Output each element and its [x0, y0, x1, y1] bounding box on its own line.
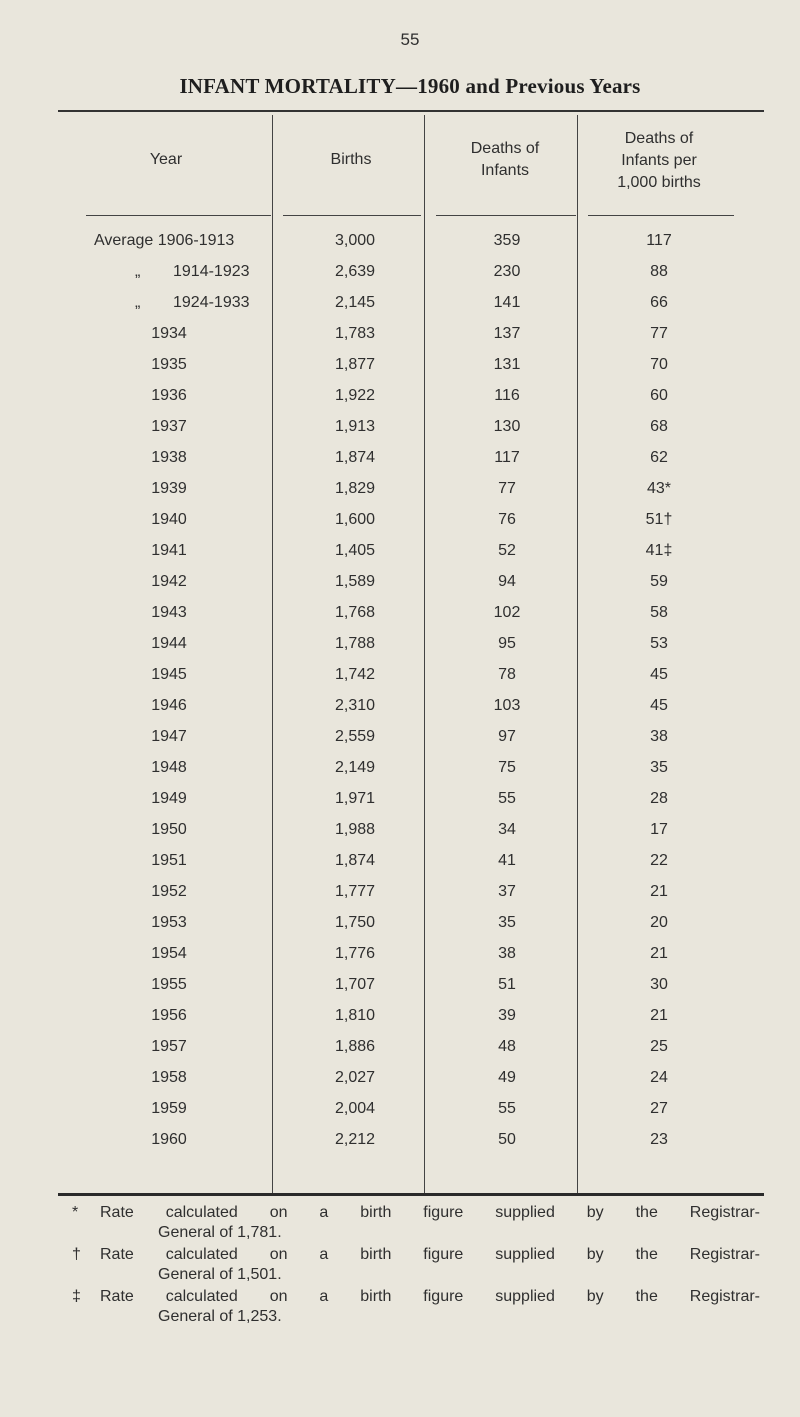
rate-cell: 22 — [650, 852, 668, 869]
births-cell: 1,783 — [334, 325, 376, 342]
footnote — [58, 1287, 758, 1327]
header-rule — [86, 215, 271, 216]
year-cell: 1942 — [151, 573, 187, 590]
births-cell: 1,788 — [334, 635, 376, 652]
table-row — [0, 232, 800, 262]
year-cell: 1946 — [151, 697, 187, 714]
table-row — [0, 697, 800, 727]
births-cell: 1,988 — [334, 821, 376, 838]
header-line: Deaths of — [624, 130, 694, 147]
births-cell: 2,212 — [334, 1131, 376, 1148]
table-row — [0, 914, 800, 944]
deaths-cell: 117 — [494, 449, 520, 466]
table-row — [0, 790, 800, 820]
year-cell: 1940 — [151, 511, 187, 528]
births-cell: 1,777 — [334, 883, 376, 900]
births-cell: 1,810 — [334, 1007, 376, 1024]
rate-cell: 62 — [650, 449, 668, 466]
year-cell: „ 1924-1933 — [135, 294, 250, 311]
table-row — [0, 356, 800, 386]
deaths-cell: 39 — [498, 1007, 516, 1024]
rate-cell: 21 — [650, 1007, 668, 1024]
rate-cell: 45 — [650, 666, 668, 683]
table-row — [0, 449, 800, 479]
header-line: Infants — [480, 162, 530, 179]
table-row — [0, 511, 800, 541]
table-row — [0, 666, 800, 696]
rate-cell: 23 — [650, 1131, 668, 1148]
rate-cell: 38 — [650, 728, 668, 745]
deaths-cell: 94 — [498, 573, 516, 590]
births-cell: 1,776 — [334, 945, 376, 962]
rate-cell: 28 — [650, 790, 668, 807]
table-row — [0, 883, 800, 913]
year-cell: 1936 — [151, 387, 187, 404]
year-cell: 1950 — [151, 821, 187, 838]
rate-cell: 45 — [650, 697, 668, 714]
table-row — [0, 821, 800, 851]
deaths-cell: 77 — [498, 480, 516, 497]
year-cell: 1941 — [151, 542, 187, 559]
footnote-symbol: * — [72, 1204, 79, 1221]
header-line: Deaths of — [470, 140, 540, 157]
deaths-cell: 116 — [494, 387, 520, 404]
deaths-cell: 52 — [498, 542, 516, 559]
births-cell: 1,829 — [334, 480, 376, 497]
table-row — [0, 1131, 800, 1161]
footnote-text: Rate calculated on a birth figure supplied by the Registrar- — [100, 1246, 760, 1263]
footnote-text: General of 1,501. — [158, 1266, 282, 1283]
rate-cell: 66 — [650, 294, 668, 311]
births-cell: 2,004 — [334, 1100, 376, 1117]
footnote-text: General of 1,781. — [158, 1224, 282, 1241]
table-row — [0, 635, 800, 665]
table-row — [0, 387, 800, 417]
table-row — [0, 325, 800, 355]
table-row — [0, 852, 800, 882]
table-row — [0, 263, 800, 293]
births-cell: 1,742 — [334, 666, 376, 683]
deaths-cell: 230 — [493, 263, 521, 280]
year-cell: 1947 — [151, 728, 187, 745]
table-row — [0, 1007, 800, 1037]
year-cell: 1949 — [151, 790, 187, 807]
title-rule — [58, 110, 764, 112]
rate-cell: 60 — [650, 387, 668, 404]
footnote-symbol: ‡ — [72, 1288, 81, 1305]
rate-cell: 20 — [650, 914, 668, 931]
births-cell: 3,000 — [334, 232, 376, 249]
births-cell: 1,600 — [334, 511, 376, 528]
rate-cell: 70 — [650, 356, 668, 373]
year-cell: Average 1906-1913 — [94, 232, 235, 249]
rate-cell: 51† — [645, 511, 673, 528]
footnote — [58, 1245, 758, 1285]
births-cell: 1,874 — [334, 852, 376, 869]
table-row — [0, 1069, 800, 1099]
rate-cell: 30 — [650, 976, 668, 993]
deaths-cell: 51 — [498, 976, 516, 993]
year-cell: 1955 — [151, 976, 187, 993]
births-cell: 1,768 — [334, 604, 376, 621]
footnote-text: General of 1,253. — [158, 1308, 282, 1325]
column-header-births: Births — [330, 151, 372, 168]
table-row — [0, 1038, 800, 1068]
table-row — [0, 573, 800, 603]
rate-cell: 24 — [650, 1069, 668, 1086]
rate-cell: 117 — [646, 232, 672, 249]
year-cell: 1956 — [151, 1007, 187, 1024]
year-cell: 1952 — [151, 883, 187, 900]
column-header-rate — [584, 128, 734, 194]
year-cell: 1957 — [151, 1038, 187, 1055]
rate-cell: 25 — [650, 1038, 668, 1055]
births-cell: 2,639 — [334, 263, 376, 280]
table-row — [0, 1100, 800, 1130]
year-cell: 1960 — [151, 1131, 187, 1148]
year-cell: 1954 — [151, 945, 187, 962]
rate-cell: 35 — [650, 759, 668, 776]
year-cell: 1934 — [151, 325, 187, 342]
deaths-cell: 34 — [498, 821, 516, 838]
year-cell: 1948 — [151, 759, 187, 776]
table-row — [0, 418, 800, 448]
year-cell: 1935 — [151, 356, 187, 373]
rate-cell: 77 — [650, 325, 668, 342]
header-rule — [588, 215, 734, 216]
deaths-cell: 38 — [498, 945, 516, 962]
births-cell: 1,886 — [334, 1038, 376, 1055]
births-cell: 2,145 — [334, 294, 376, 311]
header-rule — [283, 215, 421, 216]
births-cell: 1,922 — [334, 387, 376, 404]
births-cell: 2,559 — [334, 728, 376, 745]
table-row — [0, 759, 800, 789]
deaths-cell: 102 — [493, 604, 521, 621]
births-cell: 1,589 — [334, 573, 376, 590]
year-cell: 1937 — [151, 418, 187, 435]
table-row — [0, 294, 800, 324]
table-row — [0, 604, 800, 634]
rate-cell: 53 — [650, 635, 668, 652]
rate-cell: 68 — [650, 418, 668, 435]
deaths-cell: 141 — [493, 294, 521, 311]
rate-cell: 27 — [650, 1100, 668, 1117]
births-cell: 1,877 — [334, 356, 376, 373]
births-cell: 1,913 — [334, 418, 376, 435]
table-row — [0, 1164, 800, 1194]
births-cell: 1,405 — [334, 542, 376, 559]
year-cell: 1938 — [151, 449, 187, 466]
rate-cell: 88 — [650, 263, 668, 280]
table-row — [0, 542, 800, 572]
year-cell: 1958 — [151, 1069, 187, 1086]
rate-cell: 43* — [646, 480, 672, 497]
deaths-cell: 37 — [498, 883, 516, 900]
table-row — [0, 945, 800, 975]
deaths-cell: 137 — [493, 325, 521, 342]
births-cell: 2,310 — [334, 697, 376, 714]
deaths-cell: 97 — [498, 728, 516, 745]
deaths-cell: 95 — [498, 635, 516, 652]
rate-cell: 58 — [650, 604, 668, 621]
deaths-cell: 55 — [498, 790, 516, 807]
year-cell: „ 1914-1923 — [135, 263, 250, 280]
year-cell: 1943 — [151, 604, 187, 621]
deaths-cell: 75 — [498, 759, 516, 776]
deaths-cell: 130 — [493, 418, 521, 435]
column-header-deaths — [430, 138, 580, 182]
column-header-year: Year — [149, 151, 183, 168]
footnote-symbol: † — [72, 1246, 81, 1263]
page-title: INFANT MORTALITY—1960 and Previous Years — [179, 74, 641, 98]
deaths-cell: 48 — [498, 1038, 516, 1055]
year-cell: 1953 — [151, 914, 187, 931]
rate-cell: 21 — [650, 883, 668, 900]
births-cell: 1,874 — [334, 449, 376, 466]
header-line: 1,000 births — [617, 174, 701, 191]
rate-cell: 17 — [650, 821, 668, 838]
table-bottom-rule — [58, 1193, 764, 1196]
rate-cell: 59 — [650, 573, 668, 590]
deaths-cell: 359 — [493, 232, 521, 249]
year-cell: 1959 — [151, 1100, 187, 1117]
deaths-cell: 103 — [493, 697, 521, 714]
table-row — [0, 976, 800, 1006]
deaths-cell: 50 — [498, 1131, 516, 1148]
deaths-cell: 35 — [498, 914, 516, 931]
header-rule — [436, 215, 576, 216]
deaths-cell: 41 — [498, 852, 516, 869]
page-number: 55 — [400, 30, 420, 49]
births-cell: 1,971 — [334, 790, 376, 807]
footnote — [58, 1203, 758, 1243]
footnote-text: Rate calculated on a birth figure supplied by the Registrar- — [100, 1204, 760, 1221]
year-cell: 1951 — [151, 852, 187, 869]
deaths-cell: 49 — [498, 1069, 516, 1086]
header-line: Infants per — [621, 152, 697, 169]
year-cell: 1944 — [151, 635, 187, 652]
births-cell: 1,707 — [334, 976, 376, 993]
table-row — [0, 728, 800, 758]
deaths-cell: 78 — [498, 666, 516, 683]
year-cell: 1945 — [151, 666, 187, 683]
rate-cell: 41‡ — [645, 542, 673, 559]
footnote-text: Rate calculated on a birth figure supplied by the Registrar- — [100, 1288, 760, 1305]
deaths-cell: 76 — [498, 511, 516, 528]
deaths-cell: 55 — [498, 1100, 516, 1117]
year-cell: 1939 — [151, 480, 187, 497]
table-row — [0, 480, 800, 510]
deaths-cell: 131 — [493, 356, 521, 373]
rate-cell: 21 — [650, 945, 668, 962]
births-cell: 1,750 — [334, 914, 376, 931]
births-cell: 2,027 — [334, 1069, 376, 1086]
births-cell: 2,149 — [334, 759, 376, 776]
